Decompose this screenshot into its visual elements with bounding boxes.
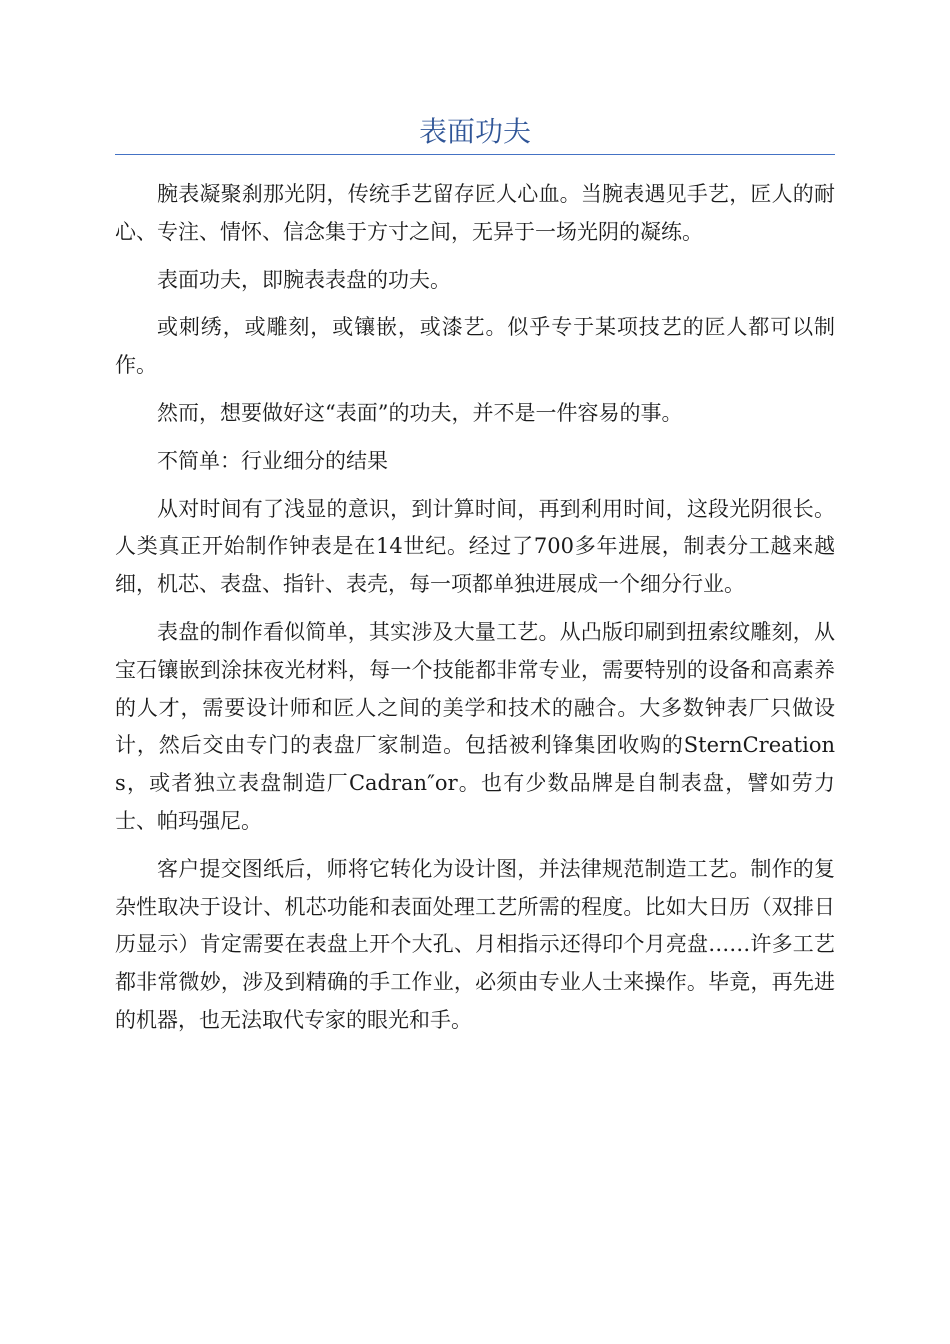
paragraph-definition: 表面功夫，即腕表表盘的功夫。 — [157, 267, 451, 292]
title-underline — [115, 154, 835, 155]
paragraph-techniques: 或刺绣，或雕刻，或镶嵌，或漆艺。似乎专于某项技艺的匠人都可以制作。 — [115, 315, 835, 378]
document-body — [115, 176, 835, 1050]
paragraph-history: 从对时间有了浅显的意识，到计算时间，再到利用时间，这段光阴很长。人类真正开始制作钟表是在14世纪。经过了700多年进展，制表分工越来越细，机芯、表盘、指针、表壳，每一项都单独进展成一个细分行业。 — [115, 496, 835, 597]
paragraph-dial-craft: 表盘的制作看似简单，其实涉及大量工艺。从凸版印刷到扭索纹雕刻，从宝石镶嵌到涂抹夜光材料，每一个技能都非常专业，需要特别的设备和高素养的人才，需要设计师和匠人之间的美学和技术的融合。大多数钟表厂只做设计，然后交由专门的表盘厂家制造。包括被利锋集团收购的SternCreations，或者独立表盘制造厂Cadran″or。也有少数品牌是自制表盘，譬如劳力士、帕玛强尼。 — [115, 619, 835, 833]
document-title: 表面功夫 — [418, 115, 531, 148]
section-heading-industry: 不简单：行业细分的结果 — [157, 448, 388, 473]
paragraph-process: 客户提交图纸后，师将它转化为设计图，并法律规范制造工艺。制作的复杂性取决于设计、机芯功能和表面处理工艺所需的程度。比如大日历（双排日历显示）肯定需要在表盘上开个大孔、月相指示还得印个月亮盘……许多工艺都非常微妙，涉及到精确的手工作业，必须由专业人士来操作。毕竟，再先进的机器，也无法取代专家的眼光和手。 — [115, 856, 835, 1032]
paragraph-however: 然而，想要做好这“表面”的功夫，并不是一件容易的事。 — [157, 400, 683, 425]
paragraph-intro: 腕表凝聚刹那光阴，传统手艺留存匠人心血。当腕表遇见手艺，匠人的耐心、专注、情怀、信念集于方寸之间，无异于一场光阴的凝练。 — [115, 182, 835, 244]
